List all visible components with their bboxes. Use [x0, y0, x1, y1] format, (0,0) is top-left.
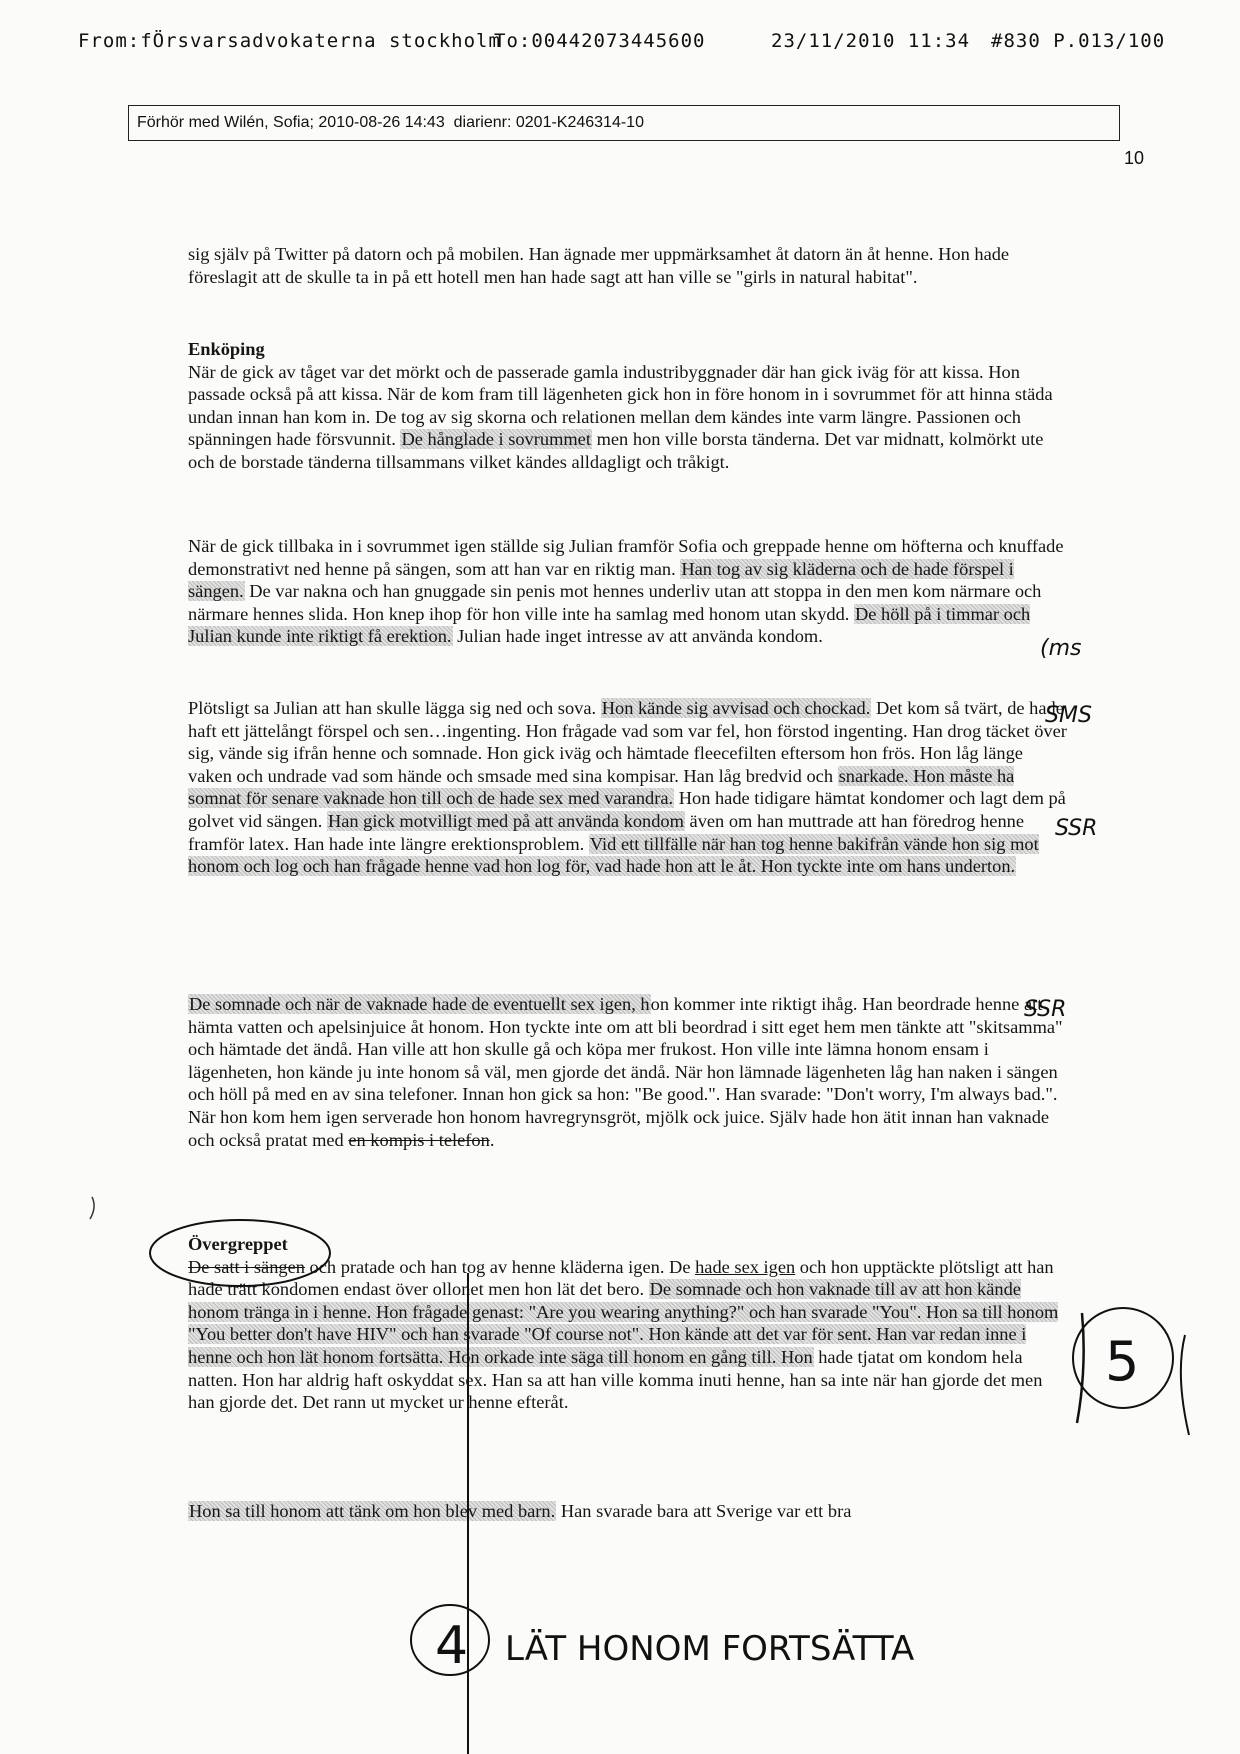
handwritten-note-2: SMS — [1045, 703, 1092, 728]
paragraph-1: När de gick av tåget var det mörkt och de passerade gamla industribyggnader där han gick iväg för att kissa. Hon passade också på att kissa. När de kom fram till lägenheten gick hon in före honom in i sovrummet för att hinna städa undan innan han kom in. De tog av sig skorna och relationen mellan dem kändes inte varm längre. Passionen och spänningen hade försvunnit. De hånglade i sovrummet men hon ville borsta tänderna. Det var midnatt, kolmörkt ute och de borstade tänderna tillsammans vilket kändes alldagligt och tråkigt. — [188, 361, 1053, 472]
record-header: Förhör med Wilén, Sofia; 2010-08-26 14:43 diarienr: 0201-K246314-10 — [137, 114, 644, 131]
intro-paragraph — [188, 243, 1068, 288]
highlight: Hon kände sig avvisad och chockad. — [601, 698, 871, 718]
handwritten-note-3: SSR — [1055, 816, 1098, 841]
record-header-box — [128, 105, 1120, 141]
highlight: Hon sa till honom att tänk om hon blev med barn. — [189, 1501, 556, 1521]
paragraph-6-block — [188, 1500, 1068, 1523]
paragraph-4: De somnade och när de vaknade hade de eventuellt sex igen, hon kommer inte riktigt ihåg. Han beordrade henne att hämta vatten och apelsinjuice åt honom. Hon tyckte inte om att bli beordrad i sitt eget hem men tänkte att "skitsamma" och hämtade det ändå. Han ville att hon skulle gå och köpa mer frukost. Hon ville inte lämna honom ensam i lägenheten, hon kände ju inte honom så väl, men gjorde det ändå. När hon lämnade lägenheten låg han naken i sängen och höll på med en av sina telefoner. Innan hon gick sa hon: "Be good.". Han svarade: "Don't worry, I'm always bad.". När hon kom hem igen serverade hon honom havregrynsgröt, mjölk ock juice. Själv hade hon ätit innan han vaknade och också pratat med en kompis i telefon. — [188, 994, 1063, 1150]
intro-text: sig själv på Twitter på datorn och på mobilen. Han ägnade mer uppmärksamhet åt datorn än åt henne. Hon hade föreslagit att de skulle ta in på ett hotell men han hade sagt att han ville se "girls in natural habitat". — [188, 244, 1010, 287]
page-number: 10 — [1124, 148, 1145, 168]
enkoping-heading: Enköping — [188, 339, 265, 359]
circle-4 — [411, 1605, 489, 1675]
bottom-handwritten-text: LÄT HONOM FORTSÄTTA — [505, 1629, 915, 1669]
paragraph-2-block — [188, 535, 1068, 648]
handwritten-note-4: SSR — [1024, 997, 1067, 1022]
highlight: De höll på i timmar och Julian kunde inte riktigt få erektion. — [188, 603, 1031, 647]
highlight: Han gick motvilligt med på att använda kondom — [327, 810, 684, 831]
paragraph-4-block — [188, 993, 1068, 1151]
paragraph-6: Hon sa till honom att tänk om hon blev med barn. Han svarade bara att Sverige var ett bra — [189, 1501, 852, 1521]
paragraph-3-block — [188, 697, 1068, 878]
overgrepp-heading: Övergreppet — [188, 1234, 288, 1254]
highlight: snarkade. Hon måste ha somnat för senare vaknade hon till och de hade sex med varandra. — [188, 765, 1015, 809]
circled-number-4: 4 — [435, 1616, 469, 1676]
highlight: De hånglade i sovrummet — [401, 429, 591, 450]
enkoping-section — [188, 338, 1068, 474]
highlight: De somnade och när de vaknade hade de eventuellt sex igen, h — [189, 994, 650, 1014]
paragraph-3: Plötsligt sa Julian att han skulle lägga sig ned och sova. Hon kände sig avvisad och chockad. Det kom så tvärt, de hade haft ett jättelångt förspel och sen…ingenting. Hon frågade vad som var fel, hon förstod ingenting. Han drog täcket över sig, vände sig ifrån henne och somnade. Hon gick iväg och hämtade fleecefilten eftersom hon frös. Hon låg länge vaken och undrade vad som hände och smsade med sina kompisar. Han låg bredvid och snarkade. Hon måste ha somnat för senare vaknade hon till och de hade sex med varandra. Hon hade tidigare hämtat kondomer och lagt dem på golvet vid sängen. Han gick motvilligt med på att använda kondom även om han muttrade att han föredrog henne framför latex. Han hade inte längre erektionsproblem. Vid ett tillfälle när han tog henne bakifrån vände hon sig mot honom och log och han frågade henne vad hon log för, vad hade hon att le åt. Hon tyckte inte om hans underton. — [188, 698, 1067, 877]
struck-text: en kompis i telefon — [348, 1129, 490, 1150]
paragraph-2: När de gick tillbaka in i sovrummet igen ställde sig Julian framför Sofia och greppade henne om höfterna och knuffade demonstrativt ned henne på sängen, som att han var en riktig man. Han tog av sig kläderna och de hade förspel i sängen. De var nakna och han gnuggade sin penis mot hennes underliv utan att stoppa in den men kom närmare och närmare hennes slida. Hon knep ihop för hon ville inte ha samlag med honom utan skydd. De höll på i timmar och Julian kunde inte riktigt få erektion. Julian hade inget intresse av att använda kondom. — [188, 536, 1064, 647]
fax-to: To:00442073445600 — [494, 30, 706, 52]
circle-5 — [1073, 1308, 1173, 1408]
struck-text: De satt i sängen — [188, 1256, 305, 1277]
fax-from: From:fÖrsvarsadvokaterna stockholm — [78, 30, 501, 52]
highlight: Vid ett tillfälle när han tog henne bakifrån vände hon sig mot honom och log och han frågade henne vad hon log för, vad hade hon att le åt. Hon tyckte inte om hans underton. — [188, 833, 1039, 877]
fax-header — [78, 30, 1180, 60]
fax-page-count: #830 P.013/100 — [991, 30, 1166, 52]
overgrepp-section — [188, 1233, 1068, 1414]
paragraph-5: De satt i sängen och pratade och han tog av henne kläderna igen. De hade sex igen och hon upptäckte plötsligt att han hade trätt kondomen endast över ollonet men hon lät det bero. De somnade och hon vaknade till av att hon kände honom tränga in i henne. Hon frågade genast: "Are you wearing anything?" och han svarade "You". Hon sa till honom "You better don't have HIV" och han svarade "Of course not". Hon kände att det var för sent. Han var redan inne i henne och hon lät honom fortsätta. Hon orkade inte säga till honom en gång till. Hon hade tjatat om kondom hela natten. Hon har aldrig haft oskyddat sex. Han sa att han ville komma inuti henne, han sa inte när han gjorde det men han gjorde det. Det rann ut mycket ur henne efteråt. — [188, 1256, 1059, 1413]
fax-datetime: 23/11/2010 11:34 — [771, 30, 971, 52]
highlight: De somnade och hon vaknade till av att hon kände honom tränga in i henne. Hon frågade genast: "Are you wearing anything?" och han svarade "You". Hon sa till honom "You better don't have HIV" och han svarade "Of course not". Hon kände att det var för sent. Han var redan inne i henne och hon lät honom fortsätta. Hon orkade inte säga till honom en gång till. Hon — [188, 1279, 1059, 1367]
handwritten-note-1: (ms — [1040, 636, 1082, 661]
circled-number-5: 5 — [1105, 1330, 1140, 1393]
underlined-text: hade sex igen — [695, 1256, 796, 1277]
highlight: Han tog av sig kläderna och de hade förspel i sängen. — [188, 558, 1014, 602]
